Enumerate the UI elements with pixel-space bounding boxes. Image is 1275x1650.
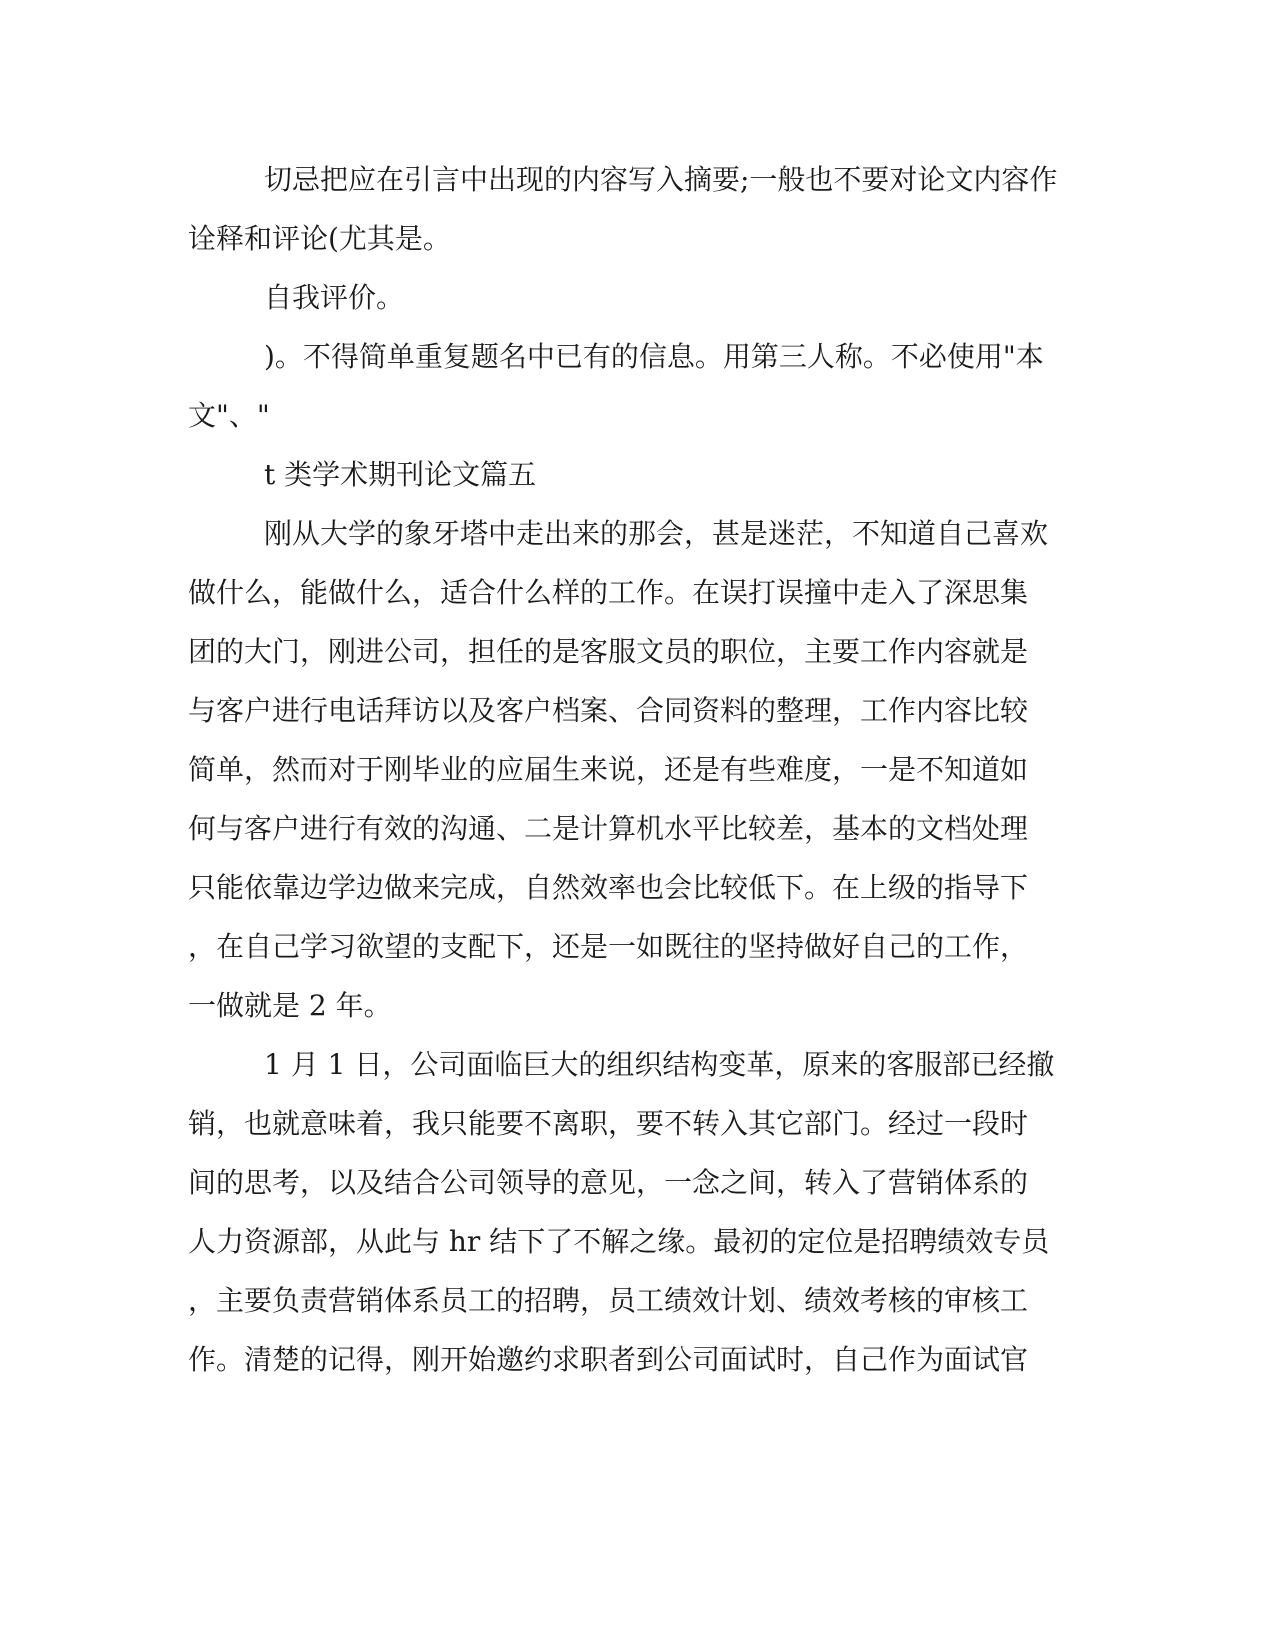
text-line: 作。清楚的记得，刚开始邀约求职者到公司面试时，自己作为面试官 — [188, 1343, 1029, 1376]
text-line: 自我评价。 — [264, 281, 405, 314]
text-line: 简单，然而对于刚毕业的应届生来说，还是有些难度，一是不知道如 — [188, 753, 1029, 786]
text-line: 与客户进行电话拜访以及客户档案、合同资料的整理，工作内容比较 — [188, 694, 1029, 727]
text-line: 只能依靠边学边做来完成，自然效率也会比较低下。在上级的指导下 — [188, 871, 1029, 904]
text-line: 间的思考，以及结合公司领导的意见，一念之间，转入了营销体系的 — [188, 1166, 1029, 1199]
text-line: 团的大门，刚进公司，担任的是客服文员的职位，主要工作内容就是 — [188, 635, 1029, 668]
text-line: 1 月 1 日，公司面临巨大的组织结构变革，原来的客服部已经撤 — [264, 1048, 1055, 1081]
text-line: 切忌把应在引言中出现的内容写入摘要;一般也不要对论文内容作 — [264, 163, 1058, 196]
text-line: )。不得简单重复题名中已有的信息。用第三人称。不必使用"本 — [264, 340, 1044, 373]
text-line: ，在自己学习欲望的支配下，还是一如既往的坚持做好自己的工作， — [188, 930, 1029, 963]
text-line: 一做就是 2 年。 — [188, 989, 392, 1022]
section-heading: t 类学术期刊论文篇五 — [264, 458, 537, 491]
text-line: 何与客户进行有效的沟通、二是计算机水平比较差，基本的文档处理 — [188, 812, 1029, 845]
text-line: 诠释和评论(尤其是。 — [188, 222, 451, 255]
text-line: 人力资源部，从此与 hr 结下了不解之缘。最初的定位是招聘绩效专员 — [188, 1225, 1050, 1258]
text-line: ，主要负责营销体系员工的招聘，员工绩效计划、绩效考核的审核工 — [188, 1284, 1029, 1317]
text-line: 刚从大学的象牙塔中走出来的那会，甚是迷茫，不知道自己喜欢 — [264, 517, 1049, 550]
text-line: 文"、" — [188, 399, 270, 432]
text-line: 做什么，能做什么，适合什么样的工作。在误打误撞中走入了深思集 — [188, 576, 1029, 609]
text-line: 销，也就意味着，我只能要不离职，要不转入其它部门。经过一段时 — [188, 1107, 1029, 1140]
